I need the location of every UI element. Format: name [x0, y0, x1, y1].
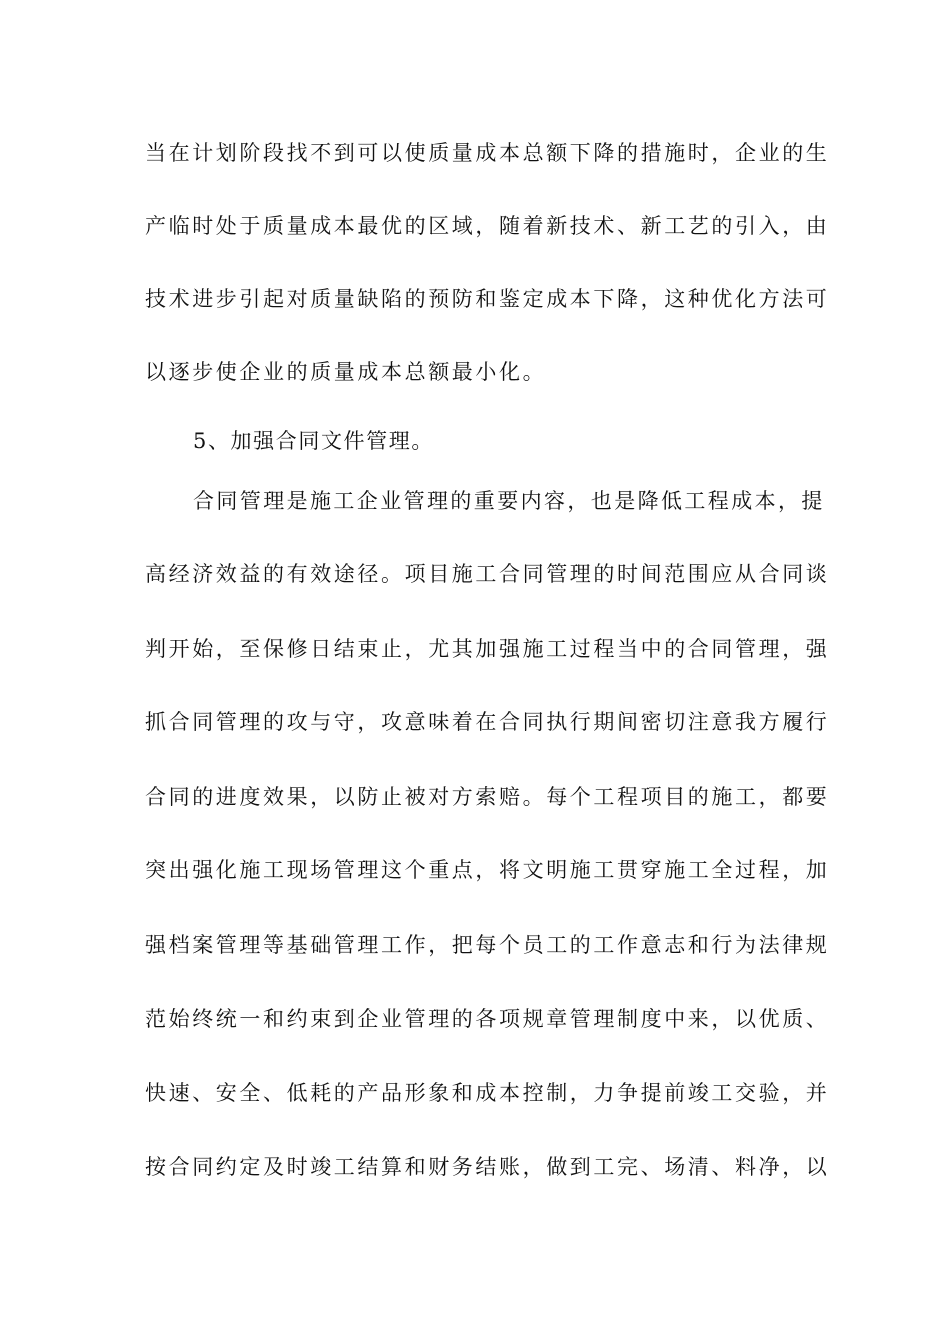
paragraph-line: 强档案管理等基础管理工作，把每个员工的工作意志和行为法律规: [145, 933, 830, 957]
paragraph-line: 判开始，至保修日结束止，尤其加强施工过程当中的合同管理，强: [145, 637, 830, 661]
paragraph-line: 产临时处于质量成本最优的区域，随着新技术、新工艺的引入，由: [145, 214, 830, 238]
paragraph-line: 高经济效益的有效途径。项目施工合同管理的时间范围应从合同谈: [145, 562, 830, 586]
paragraph-line: 快速、安全、低耗的产品形象和成本控制，力争提前竣工交验，并: [145, 1081, 830, 1105]
paragraph-line: 当在计划阶段找不到可以使质量成本总额下降的措施时，企业的生: [145, 141, 830, 165]
paragraph-line: 抓合同管理的攻与守，攻意味着在合同执行期间密切注意我方履行: [145, 710, 830, 734]
section-heading: 5、加强合同文件管理。: [193, 429, 434, 453]
paragraph-line: 合同的进度效果，以防止被对方索赔。每个工程项目的施工，都要: [145, 785, 830, 809]
paragraph-line: 范始终统一和约束到企业管理的各项规章管理制度中来，以优质、: [145, 1007, 830, 1031]
paragraph-line: 以逐步使企业的质量成本总额最小化。: [145, 360, 547, 384]
paragraph-line: 突出强化施工现场管理这个重点，将文明施工贯穿施工全过程，加: [145, 858, 830, 882]
paragraph-line: 合同管理是施工企业管理的重要内容，也是降低工程成本，提: [193, 489, 825, 513]
paragraph-line: 技术进步引起对质量缺陷的预防和鉴定成本下降，这种优化方法可: [145, 287, 830, 311]
paragraph-line: 按合同约定及时竣工结算和财务结账，做到工完、场清、料净，以: [145, 1155, 830, 1179]
